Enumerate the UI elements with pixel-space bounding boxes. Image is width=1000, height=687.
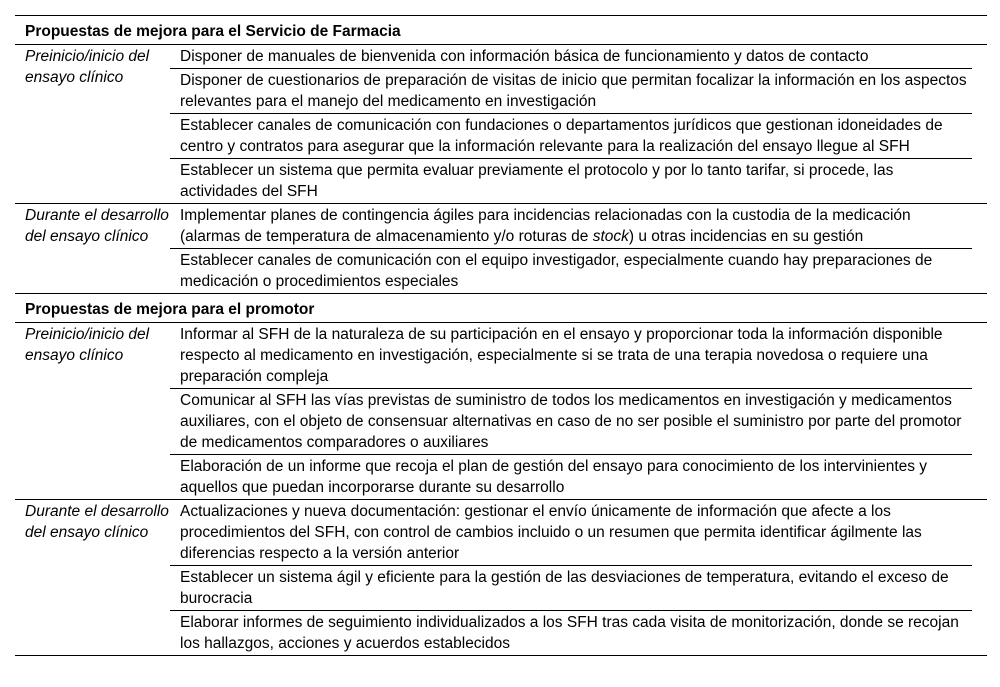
proposals-table	[15, 15, 987, 656]
phase-label: Durante el desarrollo del ensayo clínico	[25, 503, 169, 541]
proposal-text: Implementar planes de contingencia ágiles para incidencias relacionadas con la custodia de la medicación (alarmas de temperatura de almacenamiento y/o roturas de	[180, 207, 911, 245]
proposal-item: Establecer canales de comunicación con el equipo investigador, especialmente cuando hay preparaciones de medicación o procedimientos especiales	[180, 252, 933, 290]
proposal-item	[170, 204, 972, 249]
proposal-text-italic: stock	[592, 228, 629, 245]
proposal-list	[170, 323, 987, 499]
proposal-item: Disponer de manuales de bienvenida con información básica de funcionamiento y datos de contacto	[170, 45, 972, 69]
proposal-item: Elaborar informes de seguimiento individualizados a los SFH tras cada visita de monitorización, donde se recojan los hallazgos, acciones y acuerdos establecidos	[180, 614, 959, 652]
section-header-promoter: Propuestas de mejora para el promotor	[15, 294, 987, 323]
proposal-text: ) u otras incidencias en su gestión	[628, 228, 864, 245]
proposal-item: Disponer de cuestionarios de preparación de visitas de inicio que permitan focalizar la información en los aspectos relevantes para el manejo del medicamento en investigación	[170, 69, 972, 114]
group-promoter-preinicio	[15, 323, 987, 500]
group-pharmacy-preinicio	[15, 45, 987, 204]
proposal-list	[170, 45, 987, 203]
proposal-item: Establecer un sistema ágil y eficiente para la gestión de las desviaciones de temperatura, evitando el exceso de burocracia	[170, 566, 972, 611]
phase-label: Preinicio/inicio del ensayo clínico	[25, 326, 150, 364]
proposal-item: Elaboración de un informe que recoja el plan de gestión del ensayo para conocimiento de los intervinientes y aquellos que puedan incorporarse durante su desarrollo	[180, 458, 928, 496]
section-header-pharmacy: Propuestas de mejora para el Servicio de Farmacia	[15, 16, 987, 45]
phase-label: Preinicio/inicio del ensayo clínico	[25, 48, 150, 86]
phase-label: Durante el desarrollo del ensayo clínico	[25, 207, 169, 245]
proposal-item: Informar al SFH de la naturaleza de su participación en el ensayo y proporcionar toda la información disponible respecto al medicamento en investigación, especialmente si se trata de una terapia novedosa o requiere una preparación compleja	[170, 323, 972, 389]
group-pharmacy-durante	[15, 204, 987, 294]
proposal-item: Establecer canales de comunicación con fundaciones o departamentos jurídicos que gestionan idoneidades de centro y contratos para asegurar que la información relevante para la realización del ensayo llegue al SFH	[170, 114, 972, 159]
proposal-item: Establecer un sistema que permita evaluar previamente el protocolo y por lo tanto tarifar, si procede, las actividades del SFH	[180, 162, 894, 200]
group-promoter-durante	[15, 500, 987, 655]
proposal-item: Comunicar al SFH las vías previstas de suministro de todos los medicamentos en investigación y medicamentos auxiliares, con el objeto de consensuar alternativas en caso de no ser posible el suministro por parte del promotor de medicamentos comparadores o auxiliares	[170, 389, 972, 455]
proposal-list	[170, 204, 987, 293]
proposal-item: Actualizaciones y nueva documentación: gestionar el envío únicamente de información que afecte a los procedimientos del SFH, con control de cambios incluido o un resumen que permita identificar ágilmente las diferencias respecto a la versión anterior	[170, 500, 972, 566]
proposal-list	[170, 500, 987, 655]
